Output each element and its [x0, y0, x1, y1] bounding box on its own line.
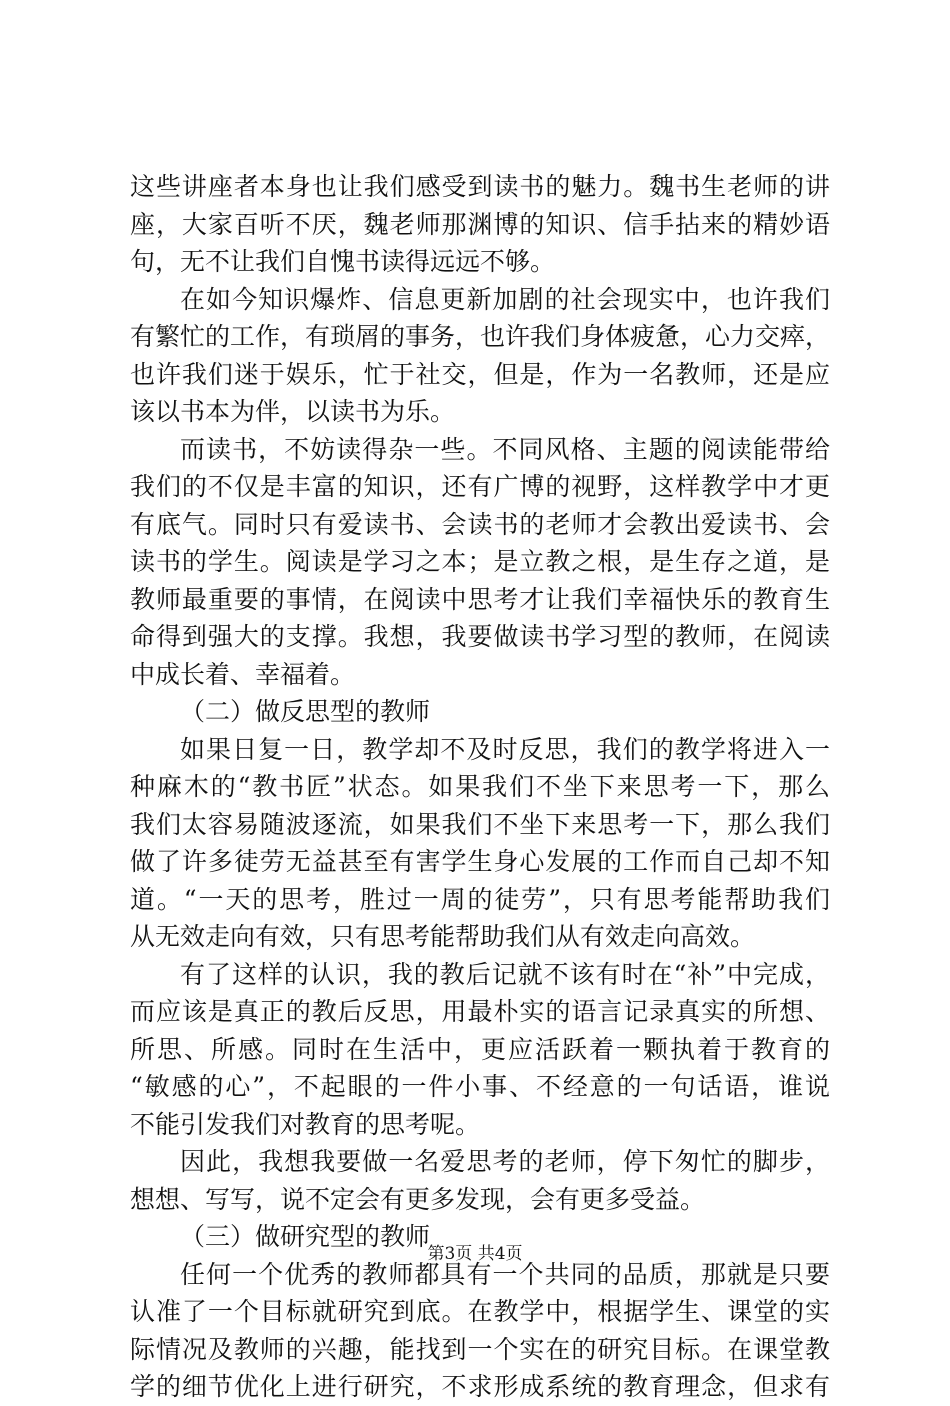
- text-line: 不能引发我们对教育的思考呢。: [130, 1109, 481, 1139]
- text-line: 种麻木的“教书匠”状态。如果我们不坐下来思考一下，那么: [130, 772, 830, 801]
- text-line: 而读书，不妨读得杂一些。不同风格、主题的阅读能带给: [180, 434, 830, 464]
- text-line: 任何一个优秀的教师都具有一个共同的品质，那就是只要: [180, 1259, 830, 1289]
- text-line: （三）做研究型的教师: [180, 1222, 431, 1251]
- text-line: 我们太容易随波逐流，如果我们不坐下来思考一下，那么我们: [130, 809, 830, 839]
- text-line: 座，大家百听不厌，魏老师那渊博的知识、信手拈来的精妙语: [130, 209, 830, 239]
- text-line: 因此，我想我要做一名爱思考的老师，停下匆忙的脚步，: [180, 1147, 830, 1176]
- text-line: 有繁忙的工作，有琐屑的事务，也许我们身体疲惫，心力交瘁，: [130, 322, 831, 351]
- text-line: 如果日复一日，教学却不及时反思，我们的教学将进入一: [180, 734, 830, 764]
- document-body: [130, 168, 830, 1406]
- text-line: 道。“一天的思考，胜过一周的徒劳”，只有思考能帮助我们: [130, 884, 830, 914]
- text-line: 读书的学生。阅读是学习之本；是立教之根，是生存之道，是: [130, 547, 830, 576]
- text-line: 有了这样的认识，我的教后记就不该有时在“补”中完成，: [180, 959, 830, 989]
- text-line: 命得到强大的支撑。我想，我要做读书学习型的教师，在阅读: [130, 622, 830, 651]
- text-line: 在如今知识爆炸、信息更新加剧的社会现实中，也许我们: [180, 284, 830, 314]
- text-line: 我们的不仅是丰富的知识，还有广博的视野，这样教学中才更: [130, 472, 830, 501]
- text-line: 有底气。同时只有爱读书、会读书的老师才会教出爱读书、会: [130, 509, 830, 539]
- text-line: 这些讲座者本身也让我们感受到读书的魅力。魏书生老师的讲: [130, 172, 830, 201]
- text-line: 际情况及教师的兴趣，能找到一个实在的研究目标。在课堂教: [130, 1334, 830, 1364]
- text-line: 中成长着、幸福着。: [130, 659, 356, 689]
- text-line: 学的细节优化上进行研究，不求形成系统的教育理念，但求有: [130, 1372, 830, 1401]
- page-footer: 第3页 共4页: [427, 1244, 523, 1264]
- text-line: 也许我们迷于娱乐，忙于社交，但是，作为一名教师，还是应: [130, 359, 830, 389]
- text-line: 做了许多徒劳无益甚至有害学生身心发展的工作而自己却不知: [130, 847, 830, 876]
- text-line: 所思、所感。同时在生活中，更应活跃着一颗执着于教育的: [130, 1034, 830, 1064]
- text-line: 从无效走向有效，只有思考能帮助我们从有效走向高效。: [130, 922, 756, 951]
- text-line: 该以书本为伴，以读书为乐。: [130, 397, 456, 426]
- text-line: （二）做反思型的教师: [180, 697, 431, 726]
- text-line: 想想、写写，说不定会有更多发现，会有更多受益。: [130, 1184, 706, 1214]
- text-line: 认准了一个目标就研究到底。在教学中，根据学生、课堂的实: [130, 1297, 830, 1326]
- text-line: 句，无不让我们自愧书读得远远不够。: [130, 247, 556, 276]
- text-line: “敏感的心”，不起眼的一件小事、不经意的一句话语，谁说: [130, 1072, 830, 1101]
- text-line: 教师最重要的事情，在阅读中思考才让我们幸福快乐的教育生: [130, 584, 830, 614]
- text-line: 而应该是真正的教后反思，用最朴实的语言记录真实的所想、: [130, 997, 830, 1026]
